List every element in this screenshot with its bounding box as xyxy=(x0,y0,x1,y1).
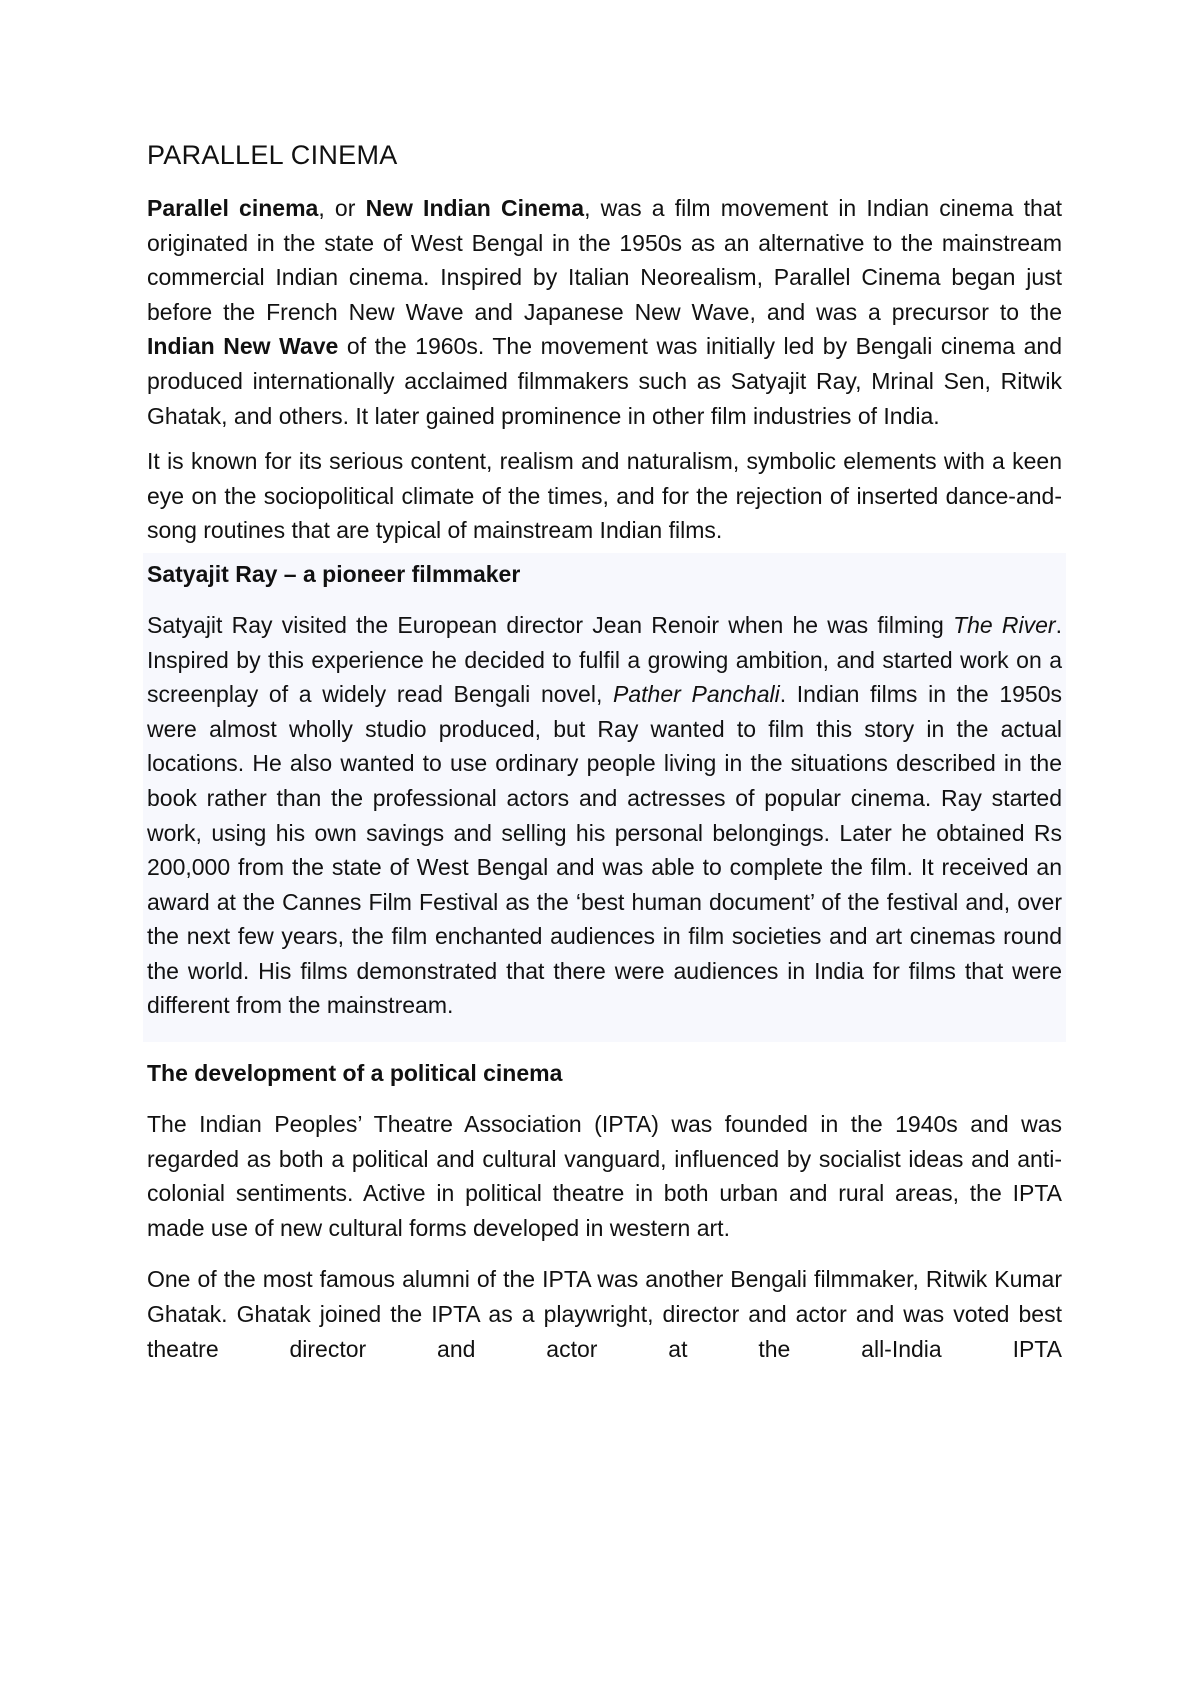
intro-paragraph xyxy=(147,191,1062,433)
paragraph-text: . Indian films in the 1950s were almost wholly studio produced, but Ray wanted to film this story in the actual locations. He also wanted to use ordinary people living in the situations described in the book rather than the professional actors and actresses of popular cinema. Ray started work, using his own savings and selling his personal belongings. Later he obtained Rs 200,000 from the state of West Bengal and was able to complete the film. It received an award at the Cannes Film Festival as the ‘best human document’ of the festival and, over the next few years, the film enchanted audiences in film societies and art cinemas round the world. His films demonstrated that there were audiences in India for films that were different from the mainstream. xyxy=(147,681,1062,1019)
document-page xyxy=(147,140,1062,1366)
ghatak-paragraph: One of the most famous alumni of the IPTA was another Bengali filmmaker, Ritwik Kumar Ghatak. Ghatak joined the IPTA as a playwright, director and actor and was voted best theatre director and actor at the all-India IPTA xyxy=(147,1266,1062,1362)
bold-term-indian-new-wave: Indian New Wave xyxy=(147,333,339,360)
page-title: PARALLEL CINEMA xyxy=(147,140,398,170)
paragraph-text: of the 1960s. The movement was initially led by Bengali cinema and produced internationally acclaimed filmmakers such as Satyajit Ray, Mrinal Sen, Ritwik Ghatak, and others. It later gained prominence in other film industries of India. xyxy=(147,333,1062,429)
paragraph-text: , was a film movement in Indian cinema that originated in the state of West Bengal in the 1950s as an alternative to the mainstream commercial Indian cinema. Inspired by Italian Neorealism, Parallel Cinema began just before the French New Wave and Japanese New Wave, and was a precursor to the xyxy=(147,195,1063,325)
paragraph-text: Satyajit Ray visited the European director Jean Renoir when he was filming xyxy=(147,611,954,638)
section-heading-political-cinema: The development of a political cinema xyxy=(147,1060,563,1087)
bold-term-new-indian-cinema: New Indian Cinema xyxy=(365,195,585,221)
section-heading-satyajit-ray: Satyajit Ray – a pioneer filmmaker xyxy=(147,560,521,587)
italic-title-pather-panchali: Pather Panchali xyxy=(613,681,780,708)
bold-term-parallel-cinema: Parallel cinema xyxy=(147,195,319,221)
ipta-paragraph: The Indian Peoples’ Theatre Association (IPTA) was founded in the 1940s and was regarded as both a political and cultural vanguard, influenced by socialist ideas and anti-colonial sentiments. Active in political theatre in both urban and rural areas, the IPTA made use of new cultural forms developed in western art. xyxy=(147,1111,1062,1241)
paragraph-text: , or xyxy=(318,195,366,221)
paragraph-text: . Inspired by this experience he decided to fulfil a growing ambition, and started work on a screenplay of a widely read Bengali novel, xyxy=(147,611,1062,708)
shaded-section xyxy=(143,553,1066,1042)
satyajit-ray-paragraph xyxy=(147,608,1062,1023)
content-paragraph: It is known for its serious content, realism and naturalism, symbolic elements with a keen eye on the sociopolitical climate of the times, and for the rejection of inserted dance-and-song routines that are typical of mainstream Indian films. xyxy=(147,448,1062,544)
italic-title-the-river: The River xyxy=(953,611,1056,638)
